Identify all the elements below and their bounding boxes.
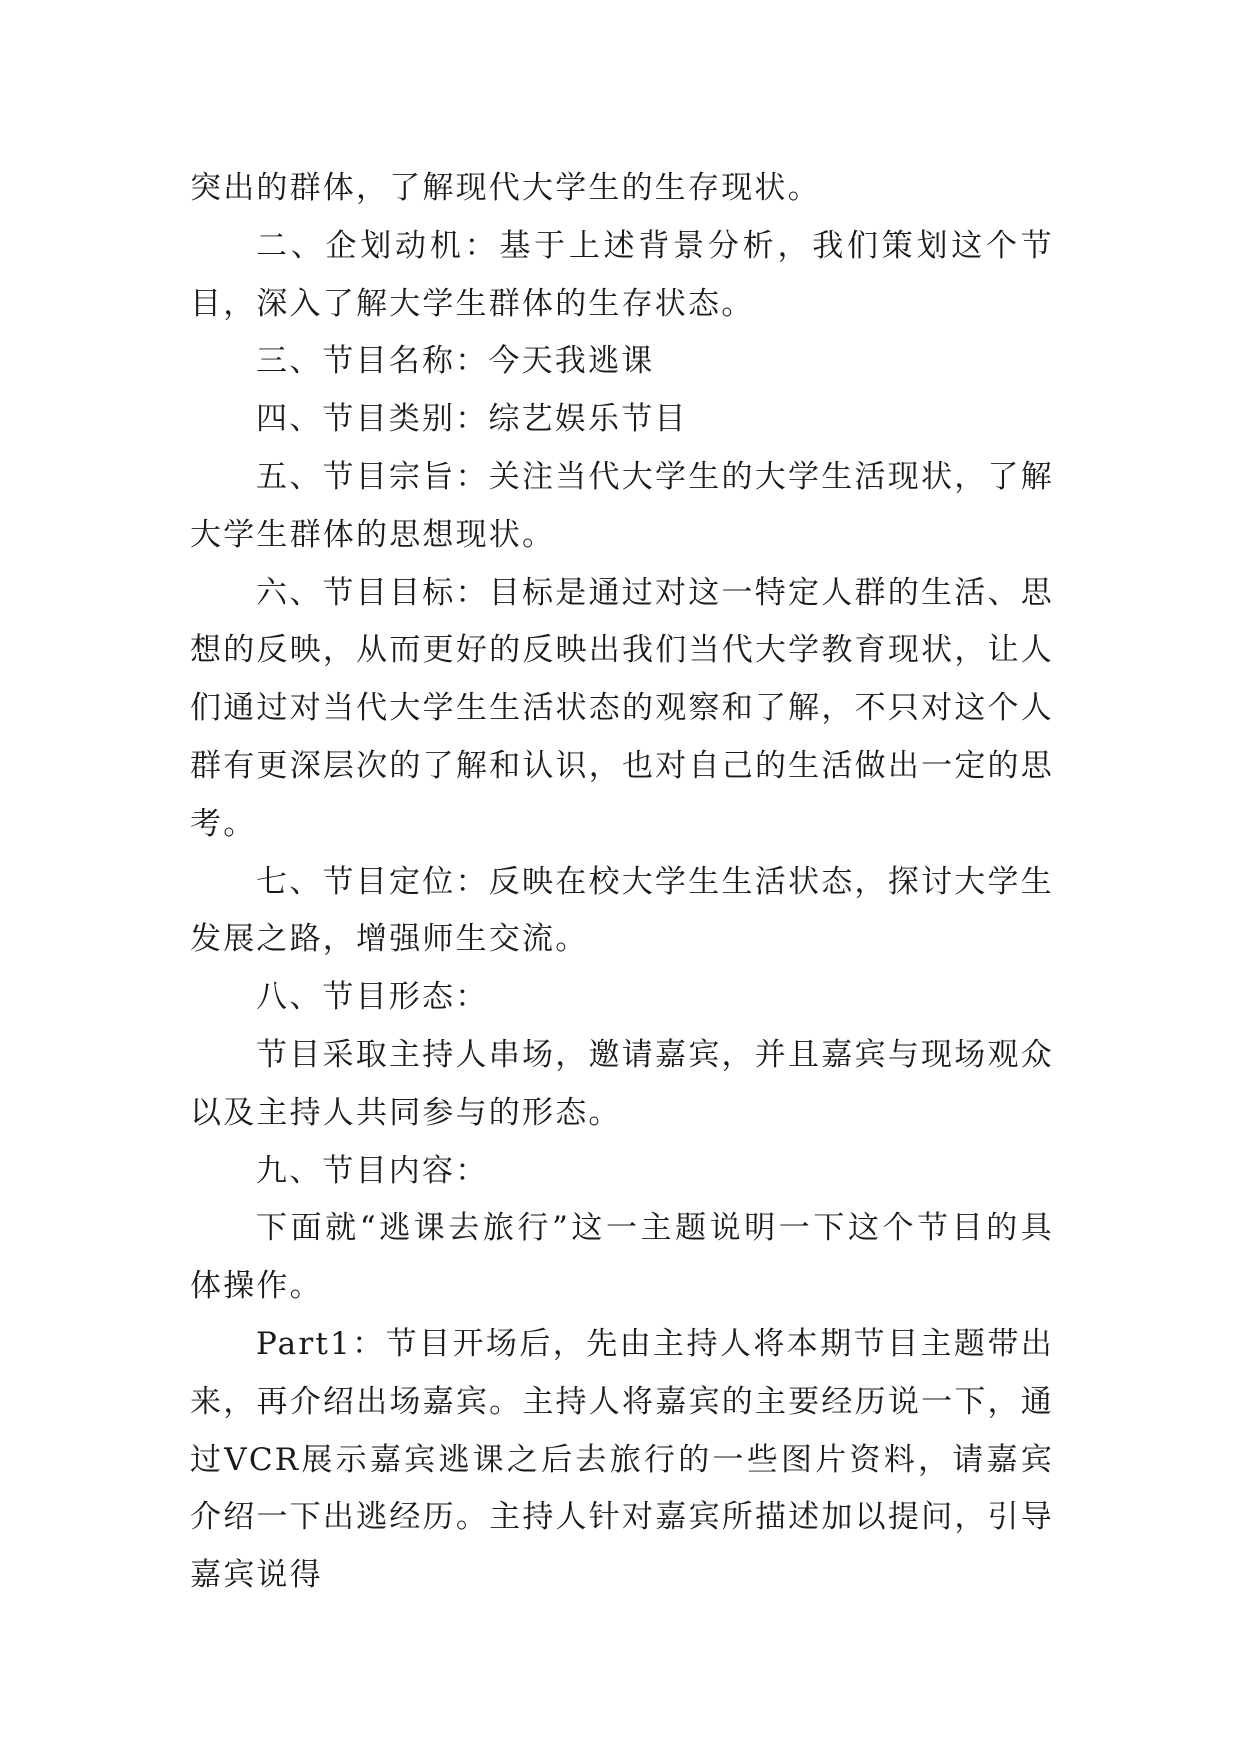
paragraph-part1: Part1：节目开场后，先由主持人将本期节目主题带出来，再介绍出场嘉宾。主持人将嘉宾的主要经历说一下，通过VCR展示嘉宾逃课之后去旅行的一些图片资料，请嘉宾介绍一下出逃经历。主持人针对嘉宾所描述加以提问，引导嘉宾说得 (190, 1325, 1054, 1594)
paragraph-program-name: 三、节目名称：今天我逃课 (256, 343, 655, 380)
paragraph-program-positioning: 七、节目定位：反映在校大学生生活状态，探讨大学生发展之路，增强师生交流。 (190, 863, 1054, 958)
paragraph-program-content-intro: 下面就“逃课去旅行”这一主题说明一下这个节目的具体操作。 (190, 1210, 1054, 1305)
paragraph-program-purpose: 五、节目宗旨：关注当代大学生的大学生活现状，了解大学生群体的思想现状。 (190, 458, 1054, 553)
paragraph-program-format: 节目采取主持人串场，邀请嘉宾，并且嘉宾与现场观众以及主持人共同参与的形态。 (190, 1036, 1054, 1131)
paragraph-planning-motive: 二、企划动机：基于上述背景分析，我们策划这个节目，深入了解大学生群体的生存状态。 (190, 227, 1054, 322)
paragraph-continuation: 突出的群体，了解现代大学生的生存现状。 (190, 170, 821, 206)
paragraph-program-format-heading: 八、节目形态： (256, 979, 489, 1016)
document-body (190, 160, 1054, 1605)
paragraph-program-content-heading: 九、节目内容： (256, 1152, 489, 1189)
paragraph-program-category: 四、节目类别：综艺娱乐节目 (256, 401, 688, 438)
paragraph-program-goal: 六、节目目标：目标是通过对这一特定人群的生活、思想的反映，从而更好的反映出我们当代大学教育现状，让人们通过对当代大学生生活状态的观察和了解，不只对这个人群有更深层次的了解和认识，也对自己的生活做出一定的思考。 (190, 574, 1054, 842)
